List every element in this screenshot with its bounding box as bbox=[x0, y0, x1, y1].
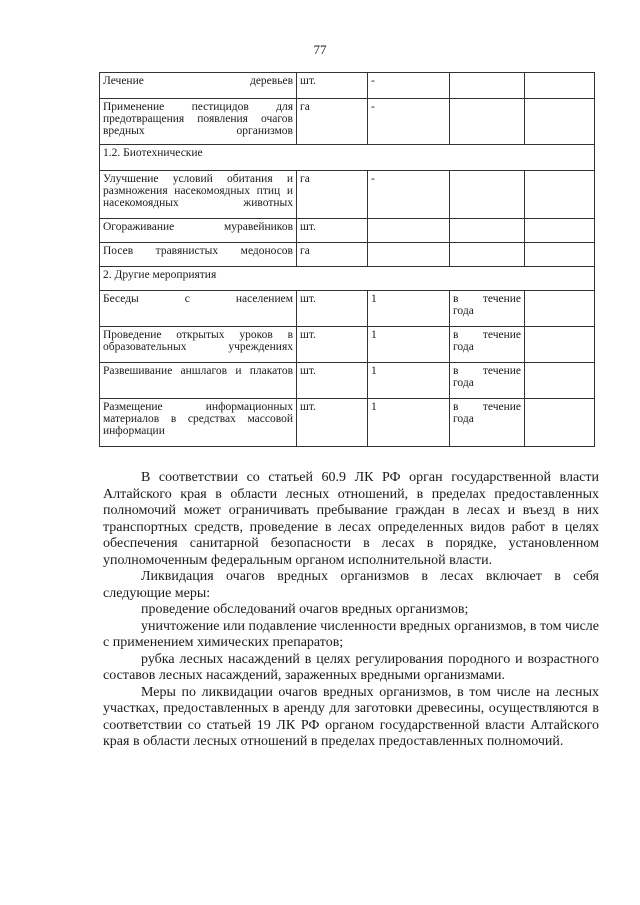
measure-name-cell: Улучшение условий обитания и размножения насекомоядных птиц и насекомоядных животных bbox=[100, 171, 297, 219]
measures-table bbox=[99, 72, 595, 447]
value-cell: 1 bbox=[368, 291, 450, 327]
period-cell bbox=[450, 99, 525, 145]
value-cell: - bbox=[368, 99, 450, 145]
body-text bbox=[103, 470, 599, 751]
value-cell bbox=[368, 243, 450, 267]
unit-cell: шт. bbox=[297, 219, 368, 243]
measure-name-cell: Лечение деревьев bbox=[100, 73, 297, 99]
measure-name-cell: Развешивание аншлагов и плакатов bbox=[100, 363, 297, 399]
value-cell: - bbox=[368, 171, 450, 219]
table-row bbox=[100, 399, 595, 447]
page-number: 77 bbox=[313, 42, 327, 57]
measure-name-cell: Беседы с населением bbox=[100, 291, 297, 327]
empty-cell bbox=[525, 327, 595, 363]
value-cell: 1 bbox=[368, 363, 450, 399]
value-cell: 1 bbox=[368, 399, 450, 447]
unit-cell: га bbox=[297, 243, 368, 267]
table-row bbox=[100, 171, 595, 219]
period-cell bbox=[450, 243, 525, 267]
period-cell bbox=[450, 171, 525, 219]
period-cell: в течение года bbox=[450, 399, 525, 447]
empty-cell bbox=[525, 73, 595, 99]
table-row bbox=[100, 363, 595, 399]
period-cell bbox=[450, 219, 525, 243]
table-section-row bbox=[100, 267, 595, 291]
table-section-row bbox=[100, 145, 595, 171]
measure-name-cell: Размещение информационных материалов в средствах массовой информации bbox=[100, 399, 297, 447]
measures-table-body bbox=[100, 73, 595, 447]
empty-cell bbox=[525, 171, 595, 219]
measure-name-cell: Применение пестицидов для предотвращения появления очагов вредных организмов bbox=[100, 99, 297, 145]
paragraph-measures-article-19: Меры по ликвидации очагов вредных организмов, в том числе на лесных участках, предоставленных в аренду для заготовки древесины, осуществляются в соответствии со статьей 19 ЛК РФ органом государственной власти Алтайского края в области лесных отношений в пределах предоставленных полномочий. bbox=[103, 684, 599, 749]
section-title: 2. Другие мероприятия bbox=[100, 267, 595, 291]
section-title: 1.2. Биотехнические bbox=[100, 145, 595, 171]
measure-name-cell: Проведение открытых уроков в образовательных учреждениях bbox=[100, 327, 297, 363]
table-row bbox=[100, 243, 595, 267]
empty-cell bbox=[525, 99, 595, 145]
table-row bbox=[100, 219, 595, 243]
period-cell: в течение года bbox=[450, 327, 525, 363]
table-row bbox=[100, 73, 595, 99]
unit-cell: га bbox=[297, 99, 368, 145]
value-cell: 1 bbox=[368, 327, 450, 363]
paragraph-article-60-9: В соответствии со статьей 60.9 ЛК РФ орган государственной власти Алтайского края в области лесных отношений, в пределах предоставленных полномочий может ограничивать пребывание граждан в лесах и въезд в них транспортных средств, проведение в лесах определенных видов работ в целях обеспечения санитарной безопасности в лесах в порядке, установленном уполномоченным федеральным органом исполнительной власти. bbox=[103, 470, 599, 568]
list-item-surveys: проведение обследований очагов вредных организмов; bbox=[141, 602, 469, 617]
measure-name-cell: Огораживание муравейников bbox=[100, 219, 297, 243]
period-cell: в течение года bbox=[450, 291, 525, 327]
list-item-felling: рубка лесных насаждений в целях регулирования породного и возрастного составов лесных насаждений, зараженных вредными организмами. bbox=[103, 651, 599, 683]
table-row bbox=[100, 327, 595, 363]
unit-cell: га bbox=[297, 171, 368, 219]
unit-cell: шт. bbox=[297, 73, 368, 99]
unit-cell: шт. bbox=[297, 399, 368, 447]
empty-cell bbox=[525, 399, 595, 447]
table-row bbox=[100, 291, 595, 327]
empty-cell bbox=[525, 291, 595, 327]
paragraph-liquidation-measures: Ликвидация очагов вредных организмов в лесах включает в себя следующие меры: bbox=[103, 569, 599, 601]
empty-cell bbox=[525, 243, 595, 267]
empty-cell bbox=[525, 363, 595, 399]
unit-cell: шт. bbox=[297, 363, 368, 399]
period-cell: в течение года bbox=[450, 363, 525, 399]
unit-cell: шт. bbox=[297, 291, 368, 327]
unit-cell: шт. bbox=[297, 327, 368, 363]
value-cell: - bbox=[368, 73, 450, 99]
value-cell bbox=[368, 219, 450, 243]
measure-name-cell: Посев травянистых медоносов bbox=[100, 243, 297, 267]
period-cell bbox=[450, 73, 525, 99]
table-row bbox=[100, 99, 595, 145]
empty-cell bbox=[525, 219, 595, 243]
list-item-suppression: уничтожение или подавление численности вредных организмов, в том числе с применением химических препаратов; bbox=[103, 618, 599, 650]
